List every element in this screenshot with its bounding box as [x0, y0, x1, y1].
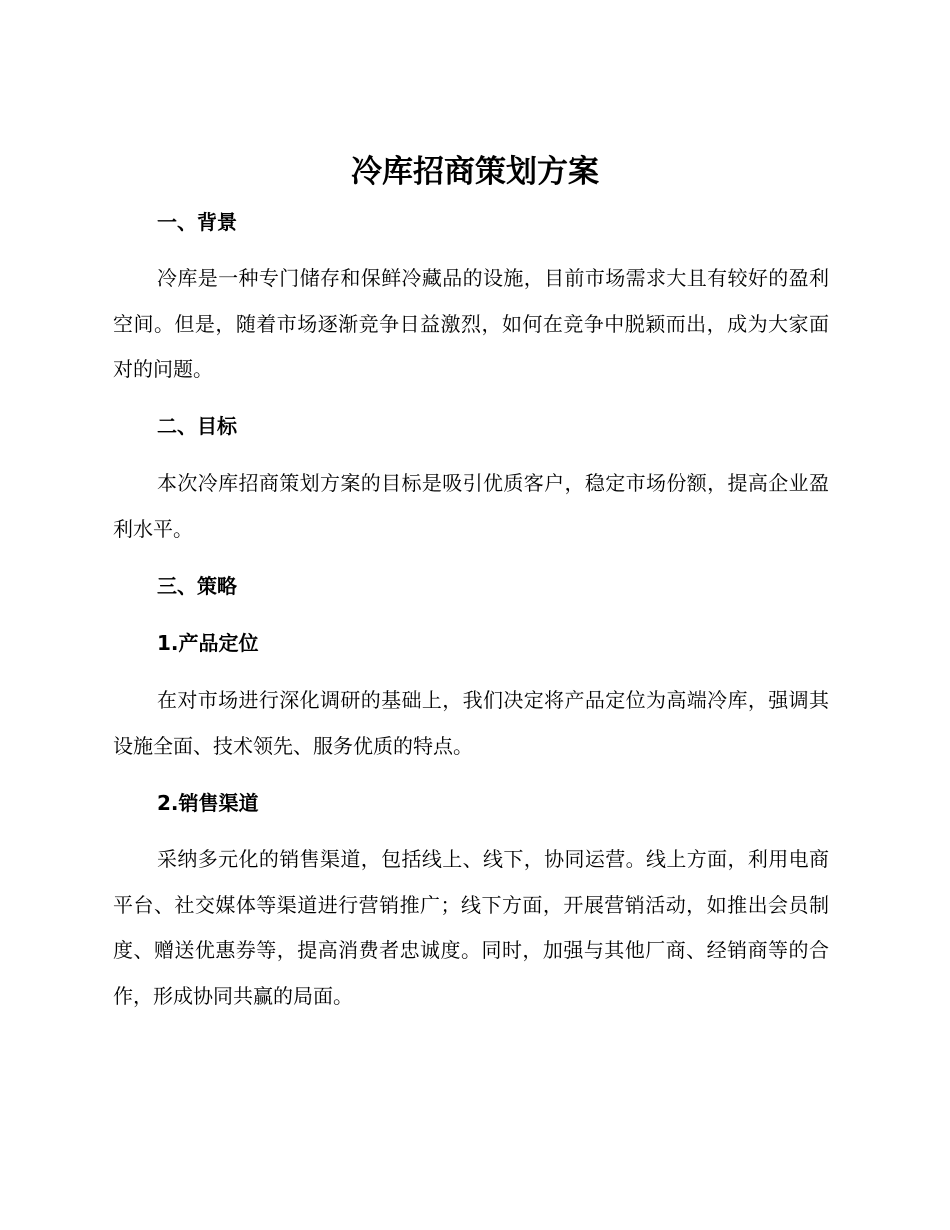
section-heading-product-positioning: 1.产品定位 [157, 631, 259, 655]
section-heading-strategy: 三、策略 [157, 574, 237, 598]
section-paragraph-goal: 本次冷库招商策划方案的目标是吸引优质客户，稳定市场份额，提高企业盈利水平。 [113, 471, 829, 541]
section-paragraph-sales-channels: 采纳多元化的销售渠道，包括线上、线下，协同运营。线上方面，利用电商平台、社交媒体等渠道进行营销推广；线下方面，开展营销活动，如推出会员制度、赠送优惠券等，提高消费者忠诚度。同时，加强与其他厂商、经销商等的合作，形成协同共赢的局面。 [113, 847, 829, 1008]
section-paragraph-background: 冷库是一种专门储存和保鲜冷藏品的设施，目前市场需求大且有较好的盈利空间。但是，随着市场逐渐竞争日益激烈，如何在竞争中脱颖而出，成为大家面对的问题。 [113, 266, 829, 381]
section-heading-sales-channels: 2.销售渠道 [157, 791, 259, 815]
section-paragraph-product-positioning: 在对市场进行深化调研的基础上，我们决定将产品定位为高端冷库，强调其设施全面、技术领先、服务优质的特点。 [113, 688, 829, 758]
section-heading-goal: 二、目标 [157, 414, 237, 438]
section-heading-background: 一、背景 [157, 210, 237, 234]
page-title: 冷库招商策划方案 [351, 154, 599, 190]
